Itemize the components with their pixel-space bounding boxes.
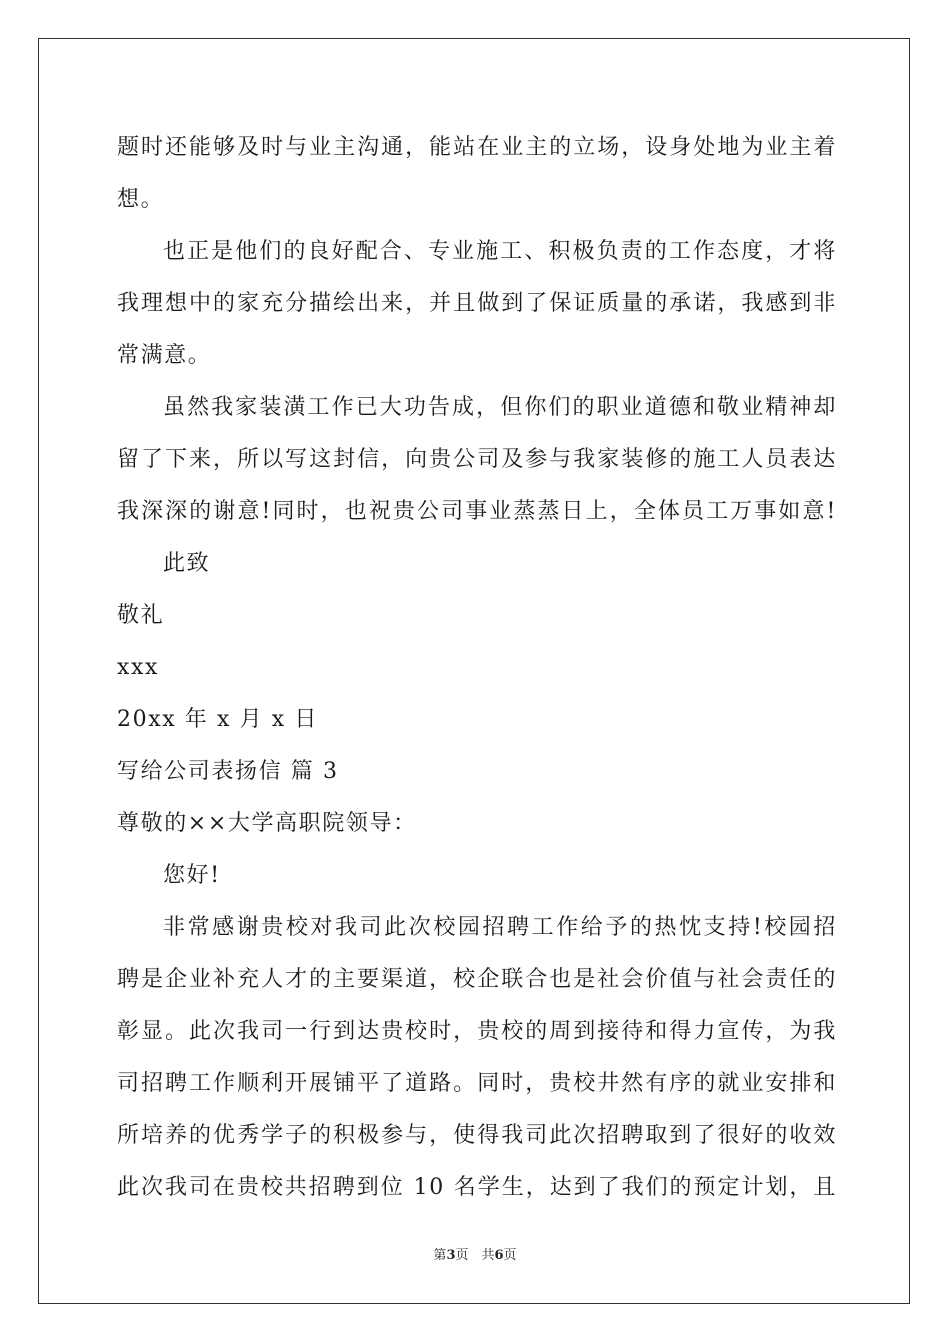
- total-page-number: 6: [494, 1248, 504, 1263]
- footer-middle: 页 共: [455, 1248, 495, 1263]
- text-line: 我深深的谢意!同时，也祝贵公司事业蒸蒸日上，全体员工万事如意!: [117, 499, 837, 524]
- current-page-number: 3: [446, 1248, 456, 1263]
- text-line: 也正是他们的良好配合、专业施工、积极负责的工作态度，才将: [163, 239, 837, 264]
- text-line: 彰显。此次我司一行到达贵校时，贵校的周到接待和得力宣传，为我: [117, 1019, 837, 1044]
- text-line: 写给公司表扬信 篇 3: [117, 759, 339, 784]
- text-line: xxx: [117, 655, 160, 680]
- page-footer: [0, 1244, 950, 1263]
- text-line: 题时还能够及时与业主沟通，能站在业主的立场，设身处地为业主着: [117, 135, 837, 160]
- text-line: 留了下来，所以写这封信，向贵公司及参与我家装修的施工人员表达: [117, 447, 837, 472]
- footer-suffix: 页: [503, 1248, 517, 1263]
- text-line: 您好!: [163, 863, 221, 888]
- text-line: 此次我司在贵校共招聘到位 10 名学生，达到了我们的预定计划，且: [117, 1175, 837, 1200]
- text-line: 虽然我家装潢工作已大功告成，但你们的职业道德和敬业精神却: [163, 395, 837, 420]
- text-line: 尊敬的××大学高职院领导：: [117, 811, 417, 836]
- text-line: 非常感谢贵校对我司此次校园招聘工作给予的热忱支持!校园招: [163, 915, 837, 940]
- text-line: 此致: [163, 551, 211, 576]
- text-line: 敬礼: [117, 603, 165, 628]
- text-line: 所培养的优秀学子的积极参与，使得我司此次招聘取到了很好的收效: [117, 1123, 837, 1148]
- text-line: 司招聘工作顺利开展铺平了道路。同时，贵校井然有序的就业安排和: [117, 1071, 837, 1096]
- footer-prefix: 第: [433, 1248, 447, 1263]
- text-line: 想。: [117, 187, 165, 212]
- document-body: [117, 122, 837, 1214]
- text-line: 聘是企业补充人才的主要渠道，校企联合也是社会价值与社会责任的: [117, 967, 837, 992]
- text-line: 常满意。: [117, 343, 212, 368]
- text-line: 我理想中的家充分描绘出来，并且做到了保证质量的承诺，我感到非: [117, 291, 837, 316]
- text-line: 20xx 年 x 月 x 日: [117, 707, 318, 732]
